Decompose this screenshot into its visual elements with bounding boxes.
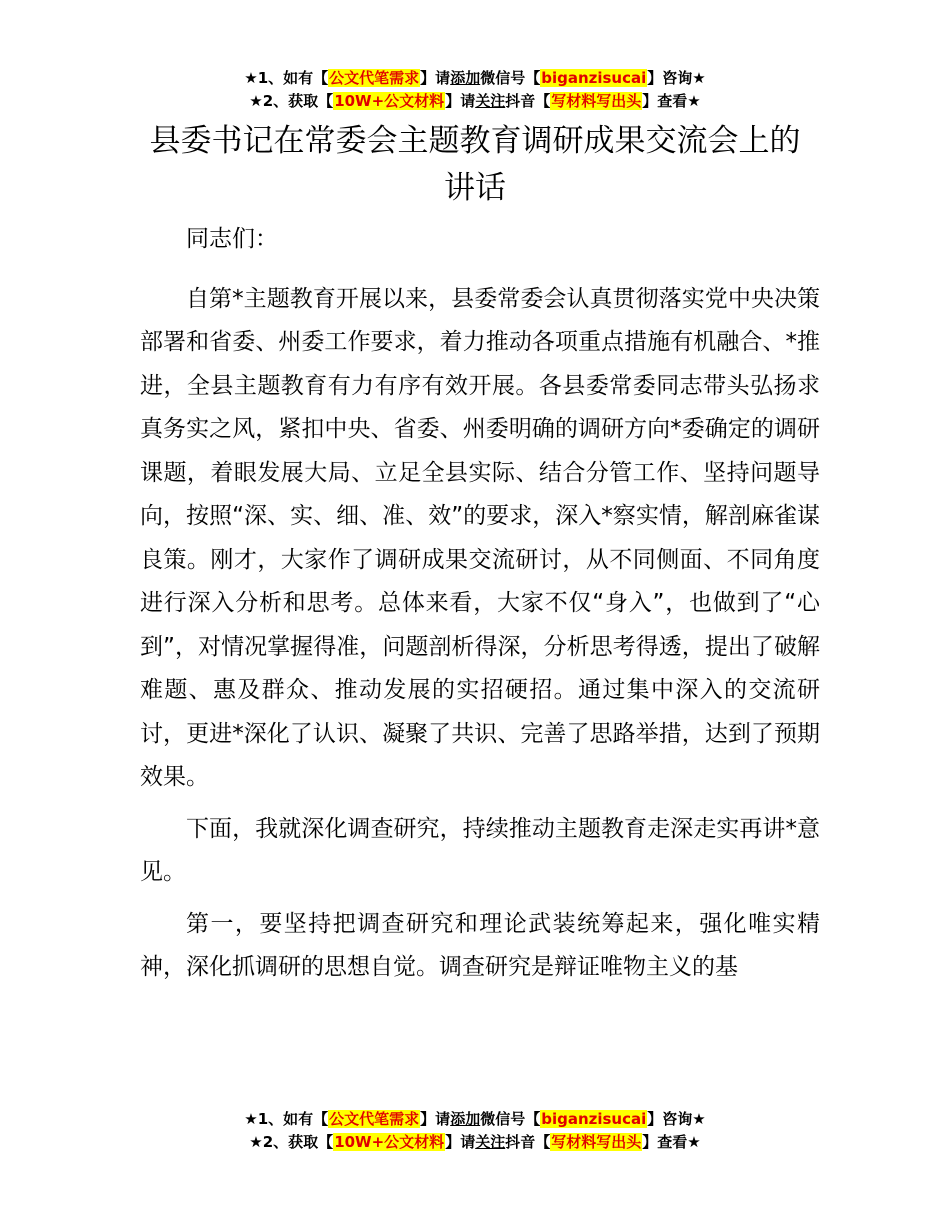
promo-highlight: 10W+公文材料 <box>334 92 445 110</box>
promo-highlight: 公文代笔需求 <box>329 69 420 87</box>
promo-highlight: biganzisucai <box>541 1110 647 1128</box>
promo-text: ★1、如有【 <box>244 69 329 87</box>
promo-underline: 关注 <box>475 1133 506 1151</box>
promo-highlight: 公文代笔需求 <box>329 1110 420 1128</box>
promo-banner-bottom <box>0 1108 950 1154</box>
document-title: 县委书记在常委会主题教育调研成果交流会上的讲话 <box>149 123 801 206</box>
promo-highlight: biganzisucai <box>541 69 647 87</box>
document-body <box>140 218 820 998</box>
promo-line-1 <box>0 1108 950 1131</box>
promo-text: 微信号【 <box>480 69 541 87</box>
promo-text: ★2、获取【 <box>249 1133 334 1151</box>
promo-text: ★1、如有【 <box>244 1110 329 1128</box>
promo-text: 】请 <box>445 92 476 110</box>
promo-banner-top <box>0 67 950 113</box>
promo-line-1 <box>0 67 950 90</box>
body-paragraph: 第一，要坚持把调查研究和理论武装统筹起来，强化唯实精神，深化抓调研的思想自觉。调查研究是辩证唯物主义的基 <box>140 910 820 980</box>
promo-text: 抖音【 <box>505 92 551 110</box>
body-paragraph: 自第*主题教育开展以来，县委常委会认真贯彻落实党中央决策部署和省委、州委工作要求，着力推动各项重点措施有机融合、*推进，全县主题教育有力有序有效开展。各县委常委同志带头弘扬求真务实之风，紧扣中央、省委、州委明确的调研方向*委确定的调研课题，着眼发展大局、立足全县实际、结合分管工作、坚持问题导向，按照“深、实、细、准、效”的要求，深入*察实情，解剖麻雀谋良策。刚才，大家作了调研成果交流研讨，从不同侧面、不同角度进行深入分析和思考。总体来看，大家不仅“身入”，也做到了“心到”，对情况掌握得准，问题剖析得深，分析思考得透，提出了破解难题、惠及群众、推动发展的实招硬招。通过集中深入的交流研讨，更进*深化了认识、凝聚了共识、完善了思路举措，达到了预期效果。 <box>140 285 820 790</box>
promo-underline: 关注 <box>475 92 506 110</box>
promo-line-2 <box>0 1131 950 1154</box>
promo-highlight: 写材料写出头 <box>551 92 642 110</box>
promo-text: 】咨询★ <box>647 1110 706 1128</box>
promo-highlight: 写材料写出头 <box>551 1133 642 1151</box>
promo-underline: 添加 <box>450 69 481 87</box>
promo-line-2 <box>0 90 950 113</box>
promo-text: 】咨询★ <box>647 69 706 87</box>
promo-text: 微信号【 <box>480 1110 541 1128</box>
promo-text: 】查看★ <box>642 92 701 110</box>
promo-underline: 添加 <box>450 1110 481 1128</box>
body-paragraph: 下面，我就深化调查研究，持续推动主题教育走深走实再讲*意见。 <box>140 815 820 885</box>
promo-highlight: 10W+公文材料 <box>334 1133 445 1151</box>
promo-text: 】请 <box>420 69 451 87</box>
promo-text: 】请 <box>445 1133 476 1151</box>
promo-text: 】请 <box>420 1110 451 1128</box>
promo-text: 】查看★ <box>642 1133 701 1151</box>
promo-text: ★2、获取【 <box>249 92 334 110</box>
promo-text: 抖音【 <box>505 1133 551 1151</box>
salutation: 同志们： <box>186 226 278 252</box>
